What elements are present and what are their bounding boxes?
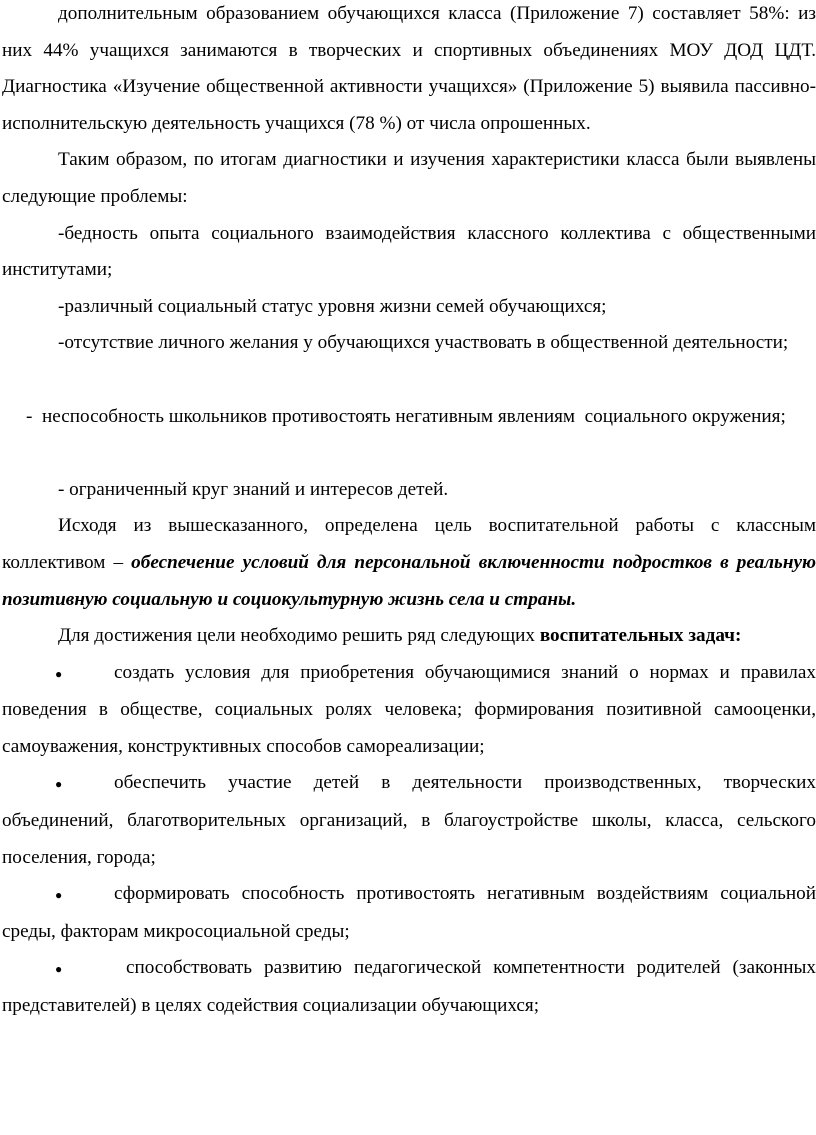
paragraph-problems-intro xyxy=(2,142,816,215)
problem-text: - неспособность школьников противостоять негативным явлениям социального окружения; xyxy=(21,405,786,427)
paragraph-goal xyxy=(2,508,816,618)
problem-item-social-status xyxy=(2,289,816,326)
task-text: сформировать способность противостоять негативным воздействиям социальной среды, факторам микросоциальной среды; xyxy=(2,883,816,942)
task-text: обеспечить участие детей в деятельности производственных, творческих объединений, благотворительных организаций, в благоустройстве школы, класса, сельского поселения, города; xyxy=(2,772,816,868)
paragraph-tasks-intro xyxy=(2,618,816,655)
problem-item-social-experience xyxy=(2,216,816,289)
goal-lead-text: Исходя из вышесказанного, определена цель воспитательной работы с классным коллективом – xyxy=(2,515,816,573)
problem-text: -отсутствие личного желания у обучающихся участвовать в общественной деятельности; xyxy=(58,332,789,354)
paragraph-text: дополнительным образованием обучающихся класса (Приложение 7) составляет 58%: из них 44% учащихся занимаются в творческих и спортивных объединениях МОУ ДОД ЦДТ. Диагностика «Изучение общественной активности учащихся» (Приложение 5) выявила пассивно-исполнительскую деятельность учащихся (78 %) от числа опрошенных. xyxy=(2,3,816,134)
goal-emphasis-text: обеспечение условий для персональной включенности подростков в реальную позитивную социальную и социокультурную жизнь села и страны. xyxy=(2,551,816,610)
task-text: способствовать развитию педагогической компетентности родителей (законных представителей) в целях содействия социализации обучающихся; xyxy=(2,957,816,1017)
paragraph-text: Таким образом, по итогам диагностики и изучения характеристики класса были выявлены следующие проблемы: xyxy=(2,149,816,207)
problem-item-lack-of-desire xyxy=(2,325,816,362)
problem-text: - ограниченный круг знаний и интересов детей. xyxy=(58,478,449,500)
document-page xyxy=(2,0,816,1025)
task-list-item xyxy=(2,655,816,766)
bullet-dot-icon: ● xyxy=(55,777,63,792)
problem-item-limited-knowledge xyxy=(2,472,816,509)
problem-text: -различный социальный статус уровня жизни семей обучающихся; xyxy=(58,295,607,317)
bullet-dot-icon: ● xyxy=(55,666,63,681)
task-text: создать условия для приобретения обучающимися знаний о нормах и правилах поведения в обществе, социальных ролях человека; формирования позитивной самооценки, самоуважения, конструктивных способов самореализации; xyxy=(2,661,816,757)
bullet-dot-icon: ● xyxy=(55,888,63,903)
paragraph-additional-education xyxy=(2,0,816,142)
tasks-intro-emphasis-text: воспитательных задач: xyxy=(539,625,742,647)
task-list-item xyxy=(2,876,816,950)
bullet-dot-icon: ● xyxy=(55,962,63,977)
task-list-item xyxy=(2,765,816,876)
problem-item-inability xyxy=(2,362,816,472)
problem-text: -бедность опыта социального взаимодействия классного коллектива с общественными институтами; xyxy=(2,222,816,281)
task-list-item xyxy=(2,950,816,1024)
tasks-intro-lead-text: Для достижения цели необходимо решить ряд следующих xyxy=(58,625,540,647)
